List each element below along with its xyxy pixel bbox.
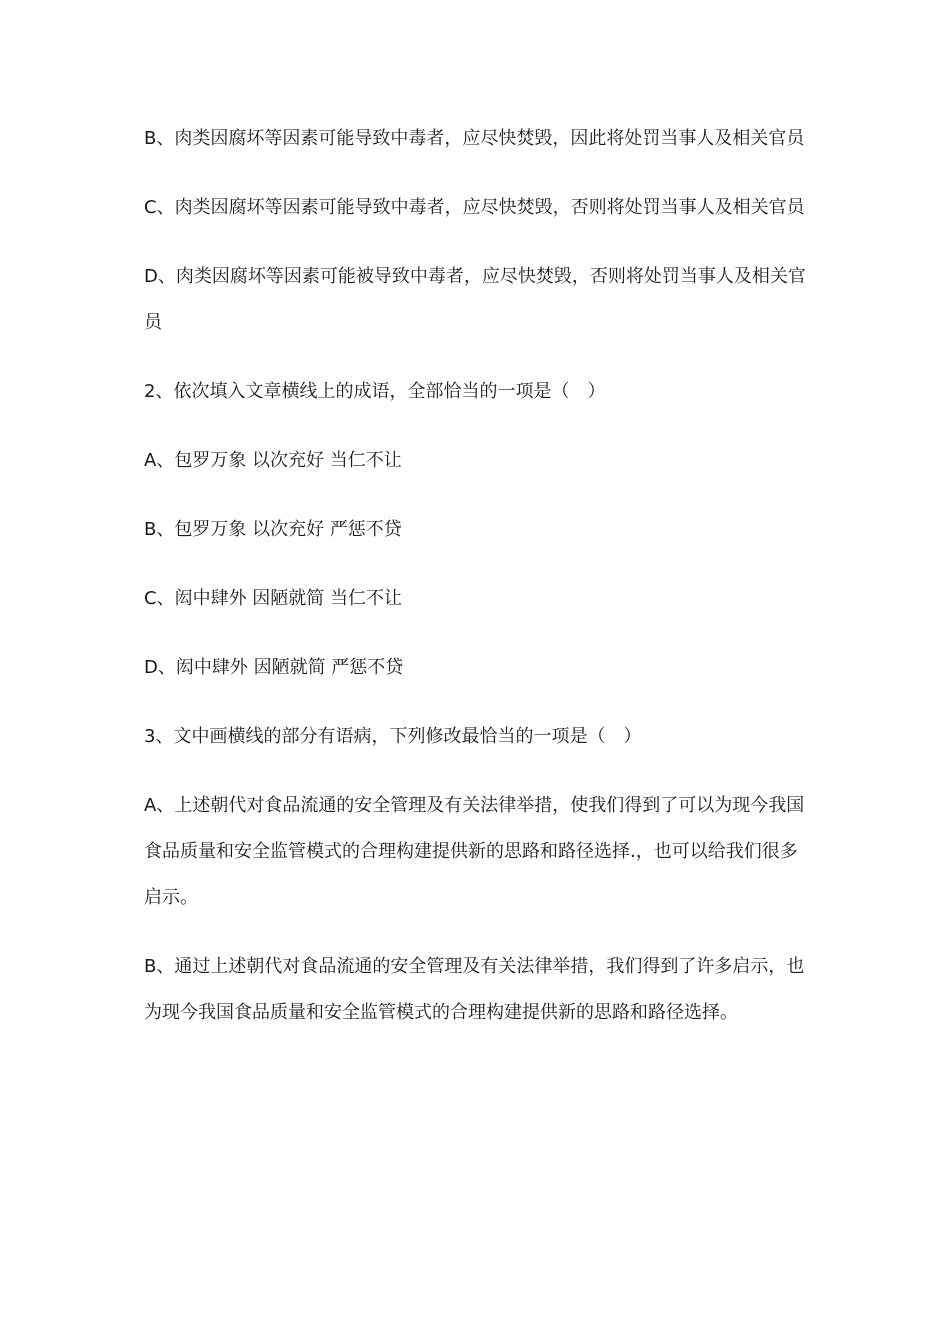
option-b-q2: B、包罗万象 以次充好 严惩不贷 xyxy=(144,519,402,540)
option-b-q3: B、通过上述朝代对食品流通的安全管理及有关法律举措，我们得到了许多启示，也为现今我国食品质量和安全监管模式的合理构建提供新的思路和路径选择。 xyxy=(144,956,805,1023)
option-a-q2: A、包罗万象 以次充好 当仁不让 xyxy=(144,450,402,471)
option-d-q2: D、闳中肆外 因陋就简 严惩不贷 xyxy=(144,657,404,678)
question-2: 2、依次填入文章横线上的成语，全部恰当的一项是（ ） xyxy=(144,381,606,402)
option-d-q1: D、肉类因腐坏等因素可能被导致中毒者，应尽快焚毁，否则将处罚当事人及相关官员 xyxy=(144,266,806,333)
question-3: 3、文中画横线的部分有语病，下列修改最恰当的一项是（ ） xyxy=(144,726,642,747)
option-c-q1: C、肉类因腐坏等因素可能导致中毒者，应尽快焚毁，否则将处罚当事人及相关官员 xyxy=(144,197,805,218)
option-b-q1: B、肉类因腐坏等因素可能导致中毒者，应尽快焚毁，因此将处罚当事人及相关官员 xyxy=(144,128,805,149)
document-body xyxy=(144,116,814,1036)
option-c-q2: C、闳中肆外 因陋就简 当仁不让 xyxy=(144,588,403,609)
option-a-q3: A、上述朝代对食品流通的安全管理及有关法律举措，使我们得到了可以为现今我国食品质量和安全监管模式的合理构建提供新的思路和路径选择.，也可以给我们很多启示。 xyxy=(144,795,805,908)
